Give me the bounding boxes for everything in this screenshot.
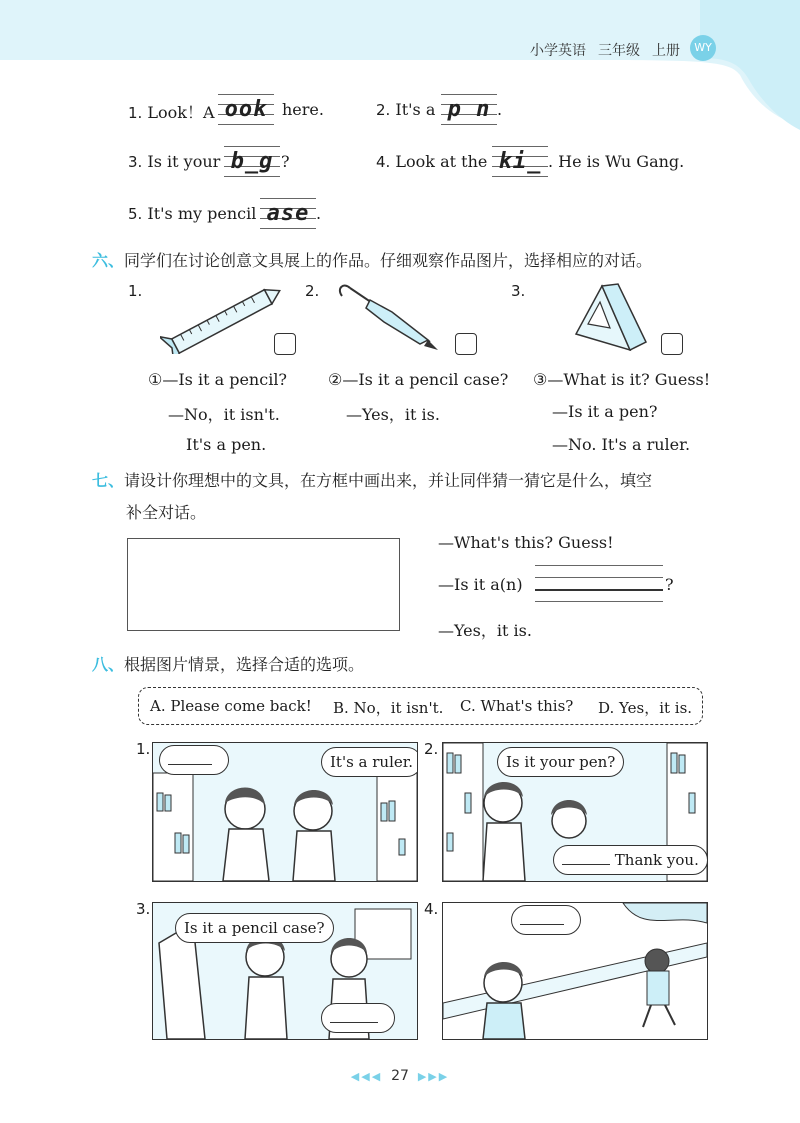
fill-in-2-after: . [497, 100, 503, 119]
header-badge: WY [690, 35, 716, 61]
handwriting-box-1: ook [218, 94, 274, 124]
item-3-label: 3. [511, 282, 526, 300]
fill-in-4-after: . He is Wu Gang. [548, 152, 685, 171]
section-7-line-2-end: ? [665, 575, 674, 594]
dialog-3-line-3: —No. It's a ruler. [552, 435, 691, 454]
scene-3-number: 3. [136, 900, 151, 918]
section-7-title: 七、请设计你理想中的文具，在方框中画出来，并让同伴猜一猜它是什么，填空 [92, 471, 653, 490]
section-7-line-1: —What's this? Guess! [438, 533, 614, 552]
answer-box-3[interactable] [661, 333, 683, 355]
page-footer [0, 1068, 800, 1084]
fill-in-5: 5. It's my pencil [128, 204, 257, 223]
fill-in-3-after: ? [281, 152, 290, 171]
scene-1-number: 1. [136, 740, 151, 758]
option-c: C. What's this? [460, 697, 574, 715]
drawing-box[interactable] [127, 538, 400, 631]
scene-4-number: 4. [424, 900, 439, 918]
header-grade: 三年级 [598, 43, 640, 59]
dialog-2-line-1: ②—Is it a pencil case? [328, 370, 509, 389]
scene-3-bubble: Is it a pencil case? [175, 913, 334, 943]
left-arrows-icon: ◀◀◀ [350, 1070, 383, 1083]
scene-3-blank-bubble[interactable] [321, 1003, 395, 1033]
ruler-rocket-image [160, 282, 290, 354]
dialog-1-line-2: —No，it isn't. [168, 405, 280, 424]
handwriting-box-4: ki_ [492, 146, 548, 176]
handwriting-box-3: b_g [224, 146, 280, 176]
right-arrows-icon: ▶▶▶ [417, 1070, 450, 1083]
header-subject: 小学英语 [530, 43, 586, 59]
answer-blank-lines[interactable] [535, 565, 663, 601]
header-volume: 上册 [652, 43, 680, 59]
scene-2-number: 2. [424, 740, 439, 758]
answer-box-2[interactable] [455, 333, 477, 355]
handwriting-box-5: ase [260, 198, 316, 228]
option-b: B. No，it isn't. [333, 699, 444, 717]
dialog-3-line-1: ③—What is it? Guess! [533, 370, 711, 389]
scene-4-blank-bubble[interactable] [511, 905, 581, 935]
scene-1-bubble: It's a ruler. [321, 747, 418, 777]
scene-2-bubble: Is it your pen? [497, 747, 624, 777]
answer-box-1[interactable] [274, 333, 296, 355]
dialog-1-line-3: It's a pen. [186, 435, 267, 454]
item-2-label: 2. [305, 282, 320, 300]
fill-in-3: 3. Is it your [128, 152, 221, 171]
scene-1-blank-bubble[interactable] [159, 745, 229, 775]
item-1-label: 1. [128, 282, 143, 300]
dialog-1-line-1: ①—Is it a pencil? [148, 370, 288, 389]
umbrella-pen-image [330, 282, 450, 354]
section-7-line-3: —Yes，it is. [438, 621, 532, 640]
scene-2-image [442, 742, 708, 882]
handwriting-box-2: p n [441, 94, 497, 124]
option-a: A. Please come back! [150, 697, 312, 715]
page-number: 27 [391, 1068, 409, 1084]
option-d: D. Yes，it is. [598, 699, 693, 717]
section-7-title-line2: 补全对话。 [126, 503, 207, 522]
scene-4-image [442, 902, 708, 1040]
scene-3-image [152, 902, 418, 1040]
fill-in-4: 4. Look at the [376, 152, 488, 171]
section-8-title: 八、根据图片情景，选择合适的选项。 [92, 655, 365, 674]
section-7-line-2: —Is it a(n) [438, 575, 523, 594]
fill-in-5-after: . [316, 204, 322, 223]
scene-1-image [152, 742, 418, 882]
header-wave-decoration [0, 0, 800, 140]
triangle-pencil-case-image [570, 280, 656, 356]
fill-in-1: 1. Look！A [128, 103, 215, 122]
section-6-title: 六、同学们在讨论创意文具展上的作品。仔细观察作品图片，选择相应的对话。 [92, 251, 653, 270]
fill-in-1-after: here. [282, 100, 324, 119]
scene-2-bubble-2[interactable]: Thank you. [553, 845, 708, 875]
dialog-3-line-2: —Is it a pen? [552, 402, 658, 421]
dialog-2-line-2: —Yes，it is. [346, 405, 440, 424]
fill-in-2: 2. It's a [376, 100, 436, 119]
